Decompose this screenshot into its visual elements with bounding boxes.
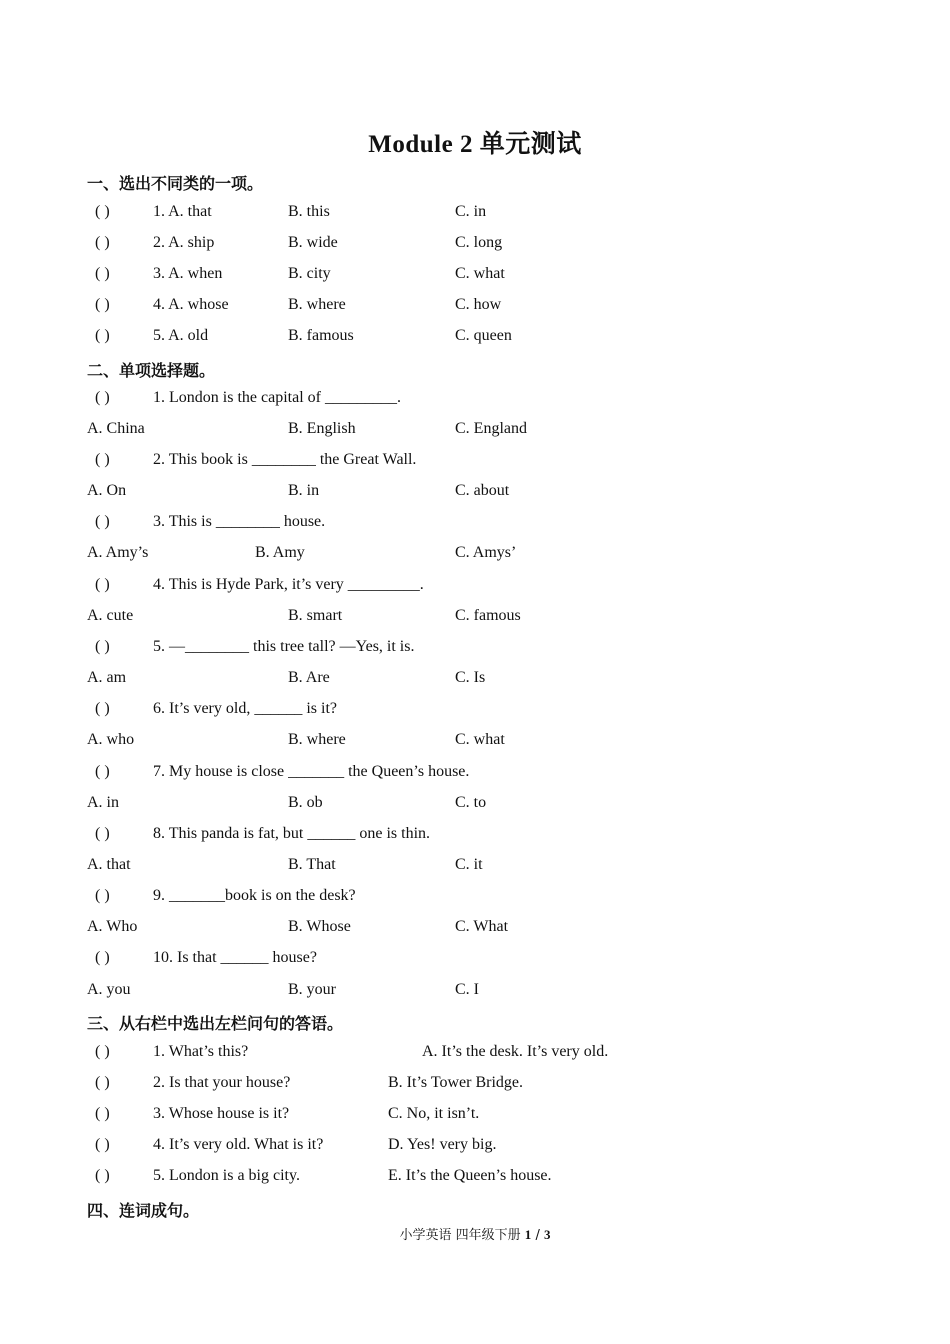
s3-question: 2. Is that your house? — [153, 1074, 291, 1091]
answer-blank: ( ) — [95, 451, 110, 468]
s3-item-3 — [0, 1102, 950, 1126]
s1-question: 1. A. that — [153, 203, 212, 220]
s1-question: 4. A. whose — [153, 296, 229, 313]
s2-question-7 — [0, 760, 950, 784]
s2-question-6 — [0, 697, 950, 721]
s2-option-a: A. China — [87, 420, 145, 437]
s1-option-b: B. where — [288, 296, 346, 313]
s1-option-c: C. what — [455, 265, 505, 282]
s2-options-5 — [0, 666, 950, 690]
s2-options-10 — [0, 978, 950, 1002]
answer-blank: ( ) — [95, 513, 110, 530]
s1-option-c: C. in — [455, 203, 487, 220]
s3-question: 4. It’s very old. What is it? — [153, 1136, 324, 1153]
s2-options-9 — [0, 915, 950, 939]
s2-option-b: B. Amy — [255, 544, 305, 561]
answer-blank: ( ) — [95, 389, 110, 406]
s2-option-c: C. famous — [455, 607, 521, 624]
s2-option-b: B. ob — [288, 794, 323, 811]
s1-option-c: C. how — [455, 296, 502, 313]
s2-options-6 — [0, 728, 950, 752]
s2-question-text: 10. Is that ______ house? — [153, 949, 317, 966]
s3-question: 3. Whose house is it? — [153, 1105, 290, 1122]
section-heading-1: 一、选出不同类的一项。 — [87, 174, 264, 193]
s2-question-9 — [0, 884, 950, 908]
s2-question-text: 8. This panda is fat, but ______ one is thin. — [153, 825, 431, 842]
s2-option-a: A. am — [87, 669, 127, 686]
s2-options-1 — [0, 417, 950, 441]
s3-question: 1. What’s this? — [153, 1043, 249, 1060]
s2-option-c: C. what — [455, 731, 505, 748]
answer-blank: ( ) — [95, 203, 110, 220]
s2-question-text: 3. This is ________ house. — [153, 513, 326, 530]
section-heading-4: 四、连词成句。 — [87, 1201, 200, 1220]
s2-question-text: 4. This is Hyde Park, it’s very _________. — [153, 576, 424, 593]
footer-label: 小学英语 四年级下册 — [399, 1228, 521, 1243]
page-title: Module 2 单元测试 — [368, 131, 582, 158]
s2-option-c: C. I — [455, 981, 479, 998]
s2-option-c: C. Is — [455, 669, 486, 686]
answer-blank: ( ) — [95, 234, 110, 251]
s1-option-b: B. this — [288, 203, 330, 220]
page-footer — [0, 1224, 950, 1243]
answer-blank: ( ) — [95, 327, 110, 344]
page-separator: / — [535, 1228, 540, 1243]
answer-blank: ( ) — [95, 576, 110, 593]
s2-question-text: 7. My house is close _______ the Queen’s house. — [153, 763, 470, 780]
s1-option-b: B. wide — [288, 234, 338, 251]
s2-options-8 — [0, 853, 950, 877]
s2-question-3 — [0, 510, 950, 534]
s1-option-c: C. long — [455, 234, 503, 251]
s3-item-2 — [0, 1071, 950, 1095]
s2-option-c: C. it — [455, 856, 483, 873]
page-total: 3 — [543, 1227, 551, 1242]
s2-question-text: 2. This book is ________ the Great Wall. — [153, 451, 417, 468]
s1-question: 2. A. ship — [153, 234, 215, 251]
s2-question-text: 1. London is the capital of _________. — [153, 389, 401, 406]
answer-blank: ( ) — [95, 700, 110, 717]
s2-option-c: C. Amys’ — [455, 544, 517, 561]
s2-option-a: A. who — [87, 731, 135, 748]
answer-blank: ( ) — [95, 1043, 110, 1060]
s2-question-1 — [0, 386, 950, 410]
s1-item-2 — [0, 231, 950, 255]
s1-item-1 — [0, 200, 950, 224]
s2-options-4 — [0, 604, 950, 628]
s2-question-2 — [0, 448, 950, 472]
s2-option-a: A. you — [87, 981, 131, 998]
answer-blank: ( ) — [95, 949, 110, 966]
section-heading-3: 三、从右栏中选出左栏问句的答语。 — [87, 1014, 344, 1033]
s1-question: 5. A. old — [153, 327, 209, 344]
s2-option-c: C. England — [455, 420, 527, 437]
s2-option-a: A. Amy’s — [87, 544, 149, 561]
s2-option-a: A. in — [87, 794, 119, 811]
answer-blank: ( ) — [95, 1136, 110, 1153]
s2-question-text: 9. _______book is on the desk? — [153, 887, 356, 904]
s2-option-b: B. where — [288, 731, 346, 748]
answer-blank: ( ) — [95, 825, 110, 842]
answer-blank: ( ) — [95, 763, 110, 780]
answer-blank: ( ) — [95, 265, 110, 282]
s3-answer: B. It’s Tower Bridge. — [388, 1074, 524, 1091]
s3-item-4 — [0, 1133, 950, 1157]
s2-option-b: B. English — [288, 420, 356, 437]
answer-blank: ( ) — [95, 1167, 110, 1184]
s2-options-3 — [0, 541, 950, 565]
s1-option-b: B. famous — [288, 327, 354, 344]
s2-question-5 — [0, 635, 950, 659]
s2-option-c: C. about — [455, 482, 510, 499]
s1-item-4 — [0, 293, 950, 317]
s3-question: 5. London is a big city. — [153, 1167, 300, 1184]
section-heading-2: 二、单项选择题。 — [87, 361, 216, 380]
s2-question-4 — [0, 573, 950, 597]
s3-item-1 — [0, 1040, 950, 1064]
s2-option-b: B. Are — [288, 669, 330, 686]
s1-option-c: C. queen — [455, 327, 512, 344]
s2-question-text: 5. —________ this tree tall? —Yes, it is. — [153, 638, 415, 655]
s2-options-2 — [0, 479, 950, 503]
s3-answer: D. Yes! very big. — [388, 1136, 497, 1153]
s1-question: 3. A. when — [153, 265, 223, 282]
s1-item-5 — [0, 324, 950, 348]
s3-answer: E. It’s the Queen’s house. — [388, 1167, 552, 1184]
answer-blank: ( ) — [95, 1074, 110, 1091]
answer-blank: ( ) — [95, 638, 110, 655]
s2-question-text: 6. It’s very old, ______ is it? — [153, 700, 337, 717]
s3-item-5 — [0, 1164, 950, 1188]
s2-option-c: C. to — [455, 794, 487, 811]
answer-blank: ( ) — [95, 1105, 110, 1122]
s3-answer: A. It’s the desk. It’s very old. — [422, 1043, 609, 1060]
answer-blank: ( ) — [95, 887, 110, 904]
s2-question-8 — [0, 822, 950, 846]
s2-option-a: A. Who — [87, 918, 138, 935]
s2-option-b: B. Whose — [288, 918, 351, 935]
s2-option-b: B. smart — [288, 607, 343, 624]
s2-option-a: A. On — [87, 482, 127, 499]
s2-option-b: B. your — [288, 981, 336, 998]
s2-question-10 — [0, 946, 950, 970]
page-number: 1 — [524, 1227, 532, 1242]
s2-option-b: B. in — [288, 482, 320, 499]
s2-option-c: C. What — [455, 918, 509, 935]
s2-option-a: A. that — [87, 856, 131, 873]
s2-options-7 — [0, 791, 950, 815]
s3-answer: C. No, it isn’t. — [388, 1105, 480, 1122]
s2-option-b: B. That — [288, 856, 336, 873]
s1-option-b: B. city — [288, 265, 331, 282]
answer-blank: ( ) — [95, 296, 110, 313]
s1-item-3 — [0, 262, 950, 286]
s2-option-a: A. cute — [87, 607, 134, 624]
